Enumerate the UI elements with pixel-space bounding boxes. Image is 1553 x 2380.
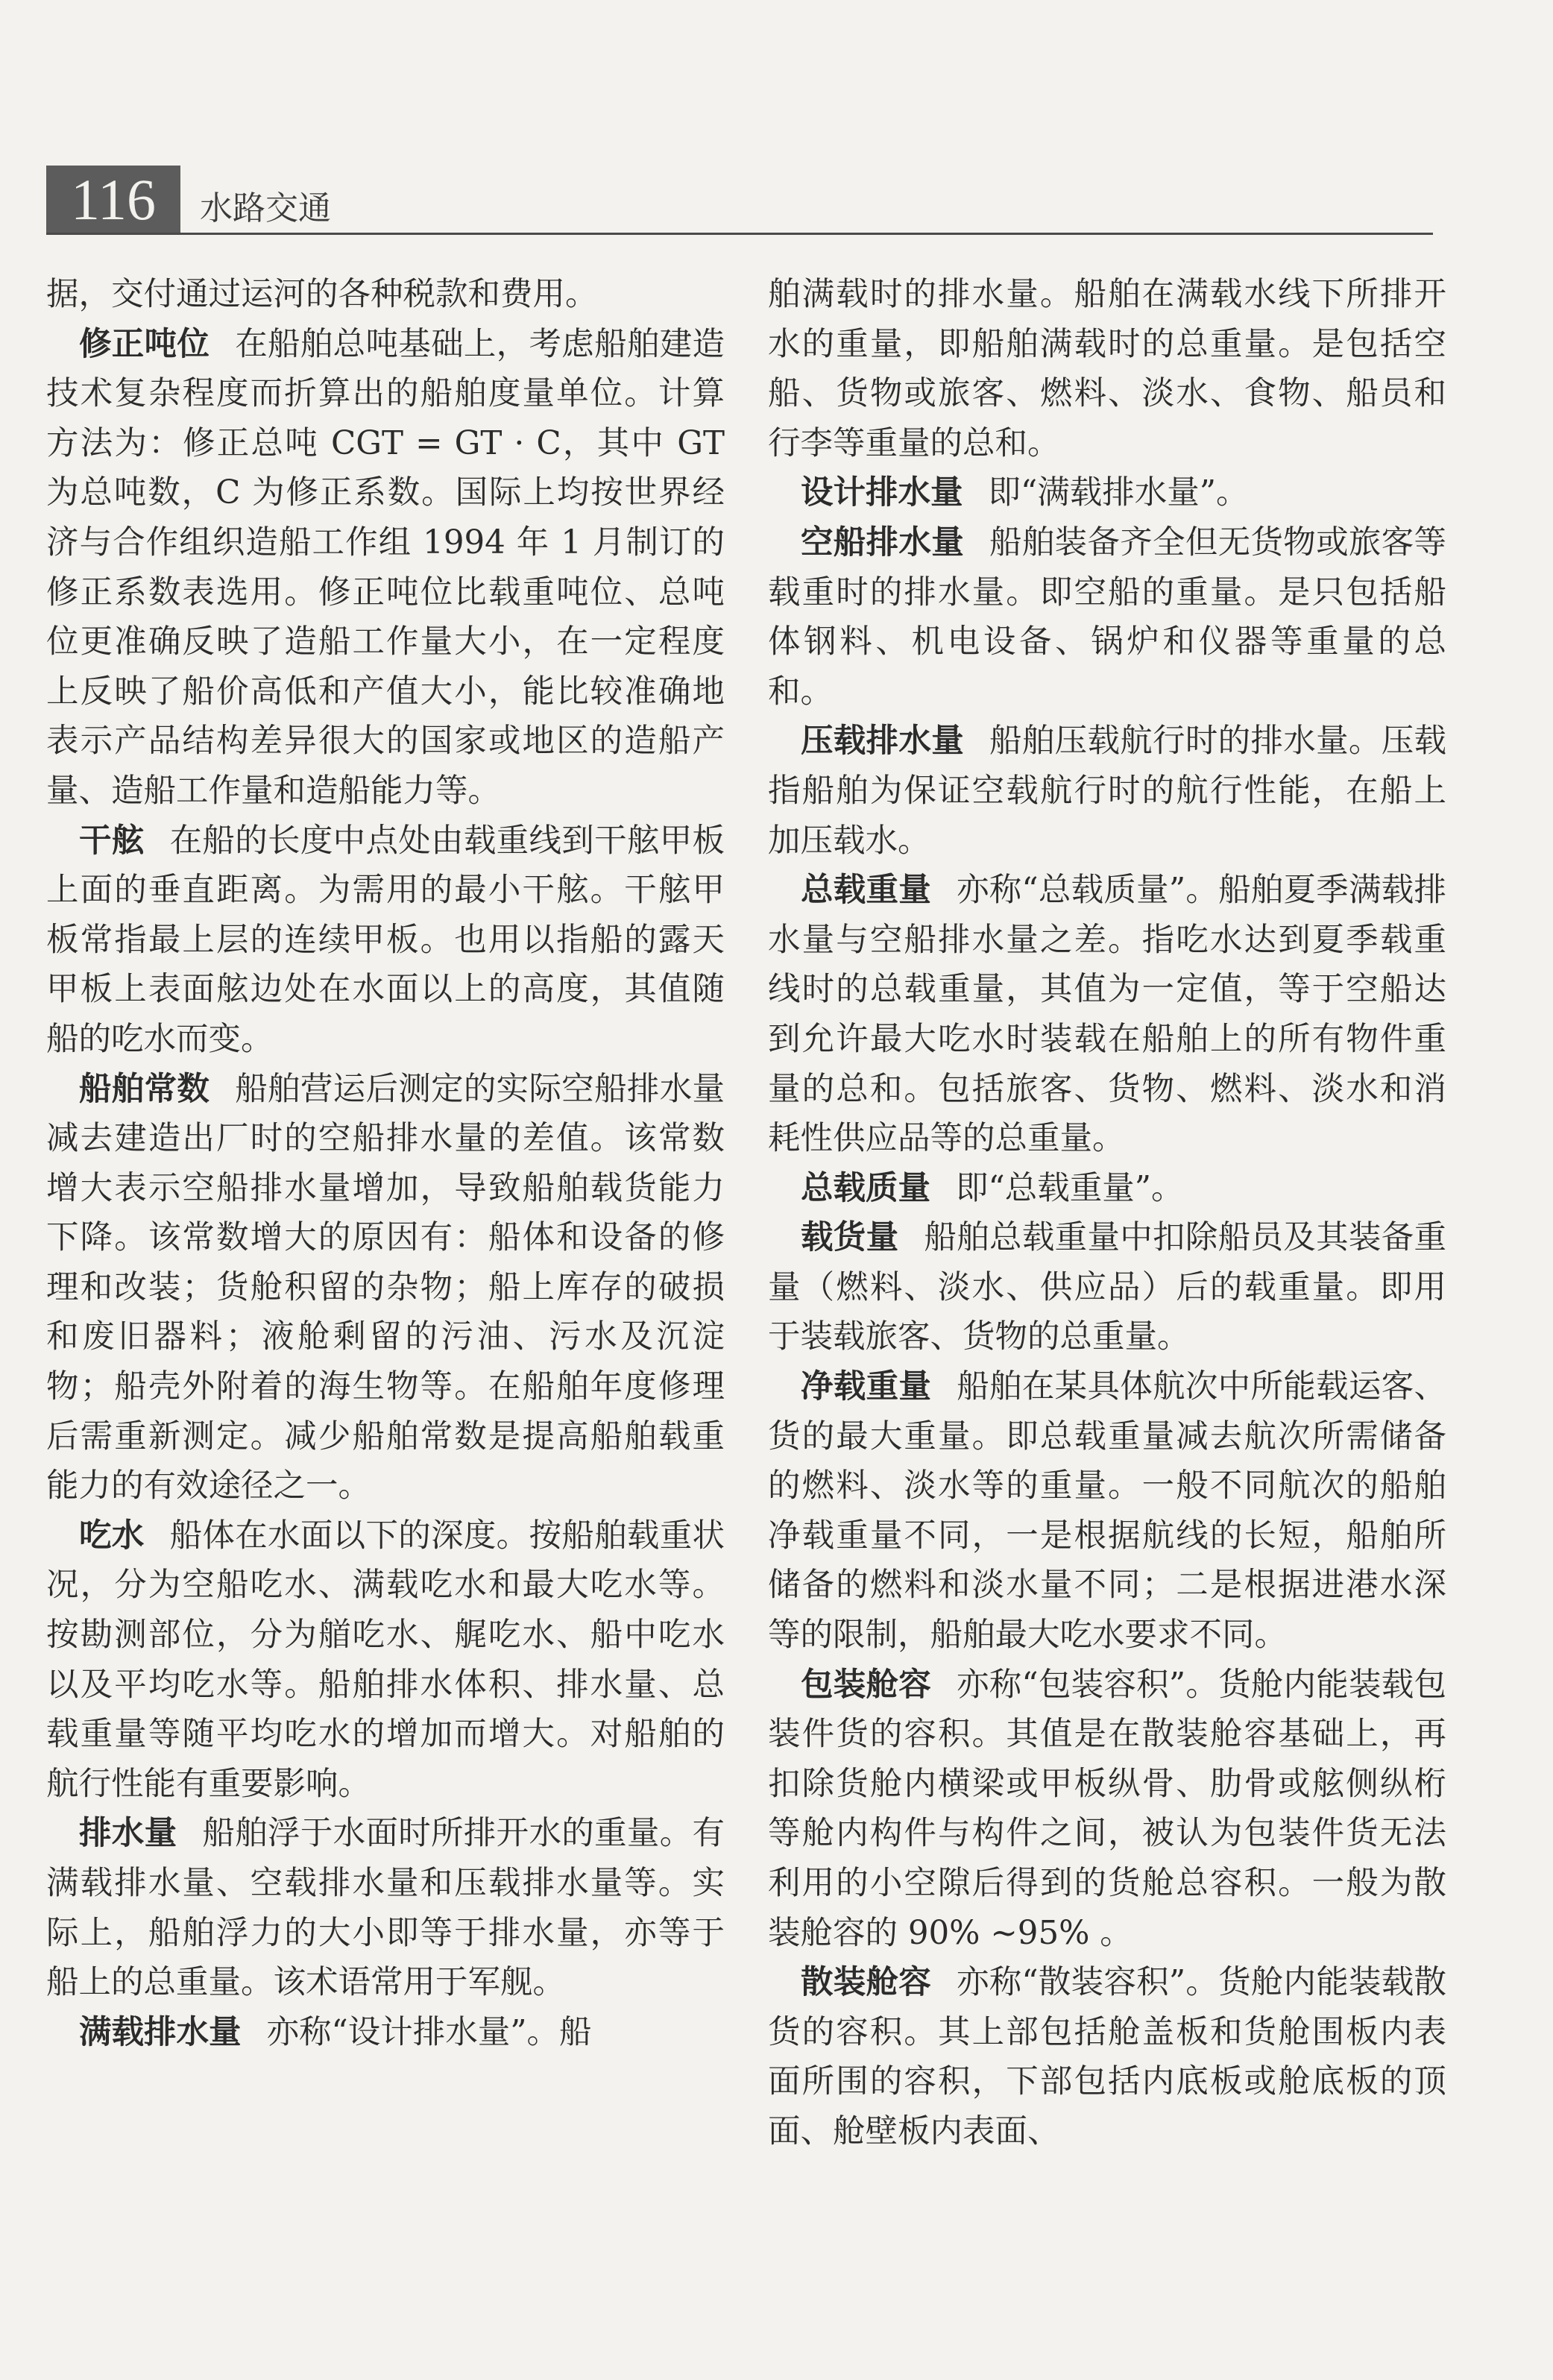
entry-definition: 即“总载重量”。 [956, 1169, 1184, 1207]
glossary-entry [46, 816, 725, 1065]
entry-term: 净载重量 [801, 1368, 932, 1406]
page-header [0, 0, 1553, 239]
entry-term: 船舶常数 [79, 1070, 210, 1108]
entry-definition: 船舶总载重量中扣除船员及其装备重量（燃料、淡水、供应品）后的载重量。即用于装载旅客、货物的总重量。 [768, 1219, 1447, 1356]
entry-term: 吃水 [79, 1517, 145, 1555]
entry-definition: 亦称“散装容积”。货舱内能装载散货的容积。其上部包括舱盖板和货舱围板内表面所围的容积，下部包括内底板或舱底板的顶面、舱壁板内表面、 [768, 1964, 1446, 2150]
entry-term: 满载排水量 [79, 2013, 242, 2051]
entry-definition: 船舶压载航行时的排水量。压载指船舶为保证空载航行时的航行性能，在船上加压载水。 [768, 722, 1447, 860]
glossary-entry [768, 717, 1446, 866]
glossary-entry [46, 1065, 725, 1511]
left-column [46, 270, 725, 2057]
page-number: 116 [46, 166, 180, 234]
entry-term: 压载排水量 [801, 722, 965, 761]
glossary-entry [46, 1511, 725, 1810]
glossary-entry [46, 320, 725, 816]
entry-term: 包装舱容 [801, 1666, 931, 1704]
entry-definition: 在船的长度中点处由载重线到干舷甲板上面的垂直距离。为需用的最小干舷。干舷甲板常指最上层的连续甲板。也用以指船的露天甲板上表面舷边处在水面以上的高度，其值随船的吃水而变。 [46, 822, 725, 1058]
entry-definition: 船舶在某具体航次中所能载运客、货的最大重量。即总载重量减去航次所需储备的燃料、淡水等的重量。一般不同航次的船舶净载重量不同，一是根据航线的长短，船舶所储备的燃料和淡水量不同；二是根据进港水深等的限制，船舶最大吃水要求不同。 [768, 1368, 1447, 1655]
entry-term: 载货量 [801, 1219, 899, 1257]
glossary-entry [46, 1809, 725, 2007]
entry-definition: 亦称“总载质量”。船舶夏季满载排水量与空船排水量之差。指吃水达到夏季载重线时的总载重量，其值为一定值，等于空船达到允许最大吃水时装载在船舶上的所有物件重量的总和。包括旅客、货物、燃料、淡水和消耗性供应品等的总重量。 [768, 872, 1446, 1158]
entry-definition: 亦称“包装容积”。货舱内能装载包装件货的容积。其值是在散装舱容基础上，再扣除货舱内横梁或甲板纵骨、肋骨或舷侧纵桁等舱内构件与构件之间，被认为包装件货无法利用的小空隙后得到的货舱总容积。一般为散装舱容的 90% ~95% 。 [768, 1666, 1446, 1952]
entry-definition: 船舶装备齐全但无货物或旅客等载重时的排水量。即空船的重量。是只包括船体钢料、机电设备、锅炉和仪器等重量的总和。 [768, 523, 1447, 711]
glossary-entry [768, 468, 1446, 518]
entry-term: 干舷 [79, 822, 145, 860]
continuation-text: 舶满载时的排水量。船舶在满载水线下所排开水的重量，即船舶满载时的总重量。是包括空船、货物或旅客、燃料、淡水、食物、船员和行李等重量的总和。 [768, 276, 1446, 462]
glossary-entry [768, 1660, 1446, 1959]
entry-term: 排水量 [79, 1815, 177, 1853]
right-column [768, 270, 1446, 2157]
continuation-text: 据，交付通过运河的各种税款和费用。 [46, 276, 598, 313]
entry-definition: 即“满载排水量”。 [988, 474, 1249, 512]
glossary-entry [768, 518, 1446, 717]
entry-definition: 船体在水面以下的深度。按船舶载重状况，分为空船吃水、满载吃水和最大吃水等。按勘测部位，分为艏吃水、艉吃水、船中吃水以及平均吃水等。船舶排水体积、排水量、总载重量等随平均吃水的增加而增大。对船舶的航行性能有重要影响。 [46, 1517, 725, 1803]
entry-term: 修正吨位 [79, 325, 210, 363]
glossary-entry [768, 1362, 1446, 1660]
entry-definition: 船舶浮于水面时所排开水的重量。有满载排水量、空载排水量和压载排水量等。实际上，船舶浮力的大小即等于排水量，亦等于船上的总重量。该术语常用于军舰。 [46, 1815, 725, 2002]
entry-term: 总载重量 [801, 872, 931, 910]
glossary-entry [768, 1958, 1446, 2156]
glossary-entry [768, 1164, 1446, 1214]
entry-term: 空船排水量 [801, 523, 965, 561]
glossary-entry [768, 1213, 1446, 1362]
glossary-entry [768, 866, 1446, 1164]
entry-definition: 船舶营运后测定的实际空船排水量减去建造出厂时的空船排水量的差值。该常数增大表示空船排水量增加，导致船舶载货能力下降。该常数增大的原因有：船体和设备的修理和改装；货舱积留的杂物；船上库存的破损和废旧器料；液舱剩留的污油、污水及沉淀物；船壳外附着的海生物等。在船舶年度修理后需重新测定。减少船舶常数是提高船舶载重能力的有效途径之一。 [46, 1070, 725, 1505]
header-divider [46, 233, 1433, 235]
entry-term: 总载质量 [801, 1169, 930, 1207]
running-title: 水路交通 [200, 189, 331, 227]
entry-term: 散装舱容 [801, 1964, 931, 2002]
glossary-entry [46, 2008, 725, 2058]
entry-term: 设计排水量 [801, 474, 963, 512]
entry-definition: 亦称“设计排水量”。船 [266, 2013, 592, 2051]
entry-definition: 在船舶总吨基础上，考虑船舶建造技术复杂程度而折算出的船舶度量单位。计算方法为：修正总吨 CGT = GT · C，其中 GT 为总吨数，C 为修正系数。国际上均按世界经济与合作组织造船工作组 1994 年 1 月制订的修正系数表选用。修正吨位比载重吨位、总吨位更准确反映了造船工作量大小，在一定程度上反映了船价高低和产值大小，能比较准确地表示产品结构差异很大的国家或地区的造船产量、造船工作量和造船能力等。 [46, 325, 725, 810]
